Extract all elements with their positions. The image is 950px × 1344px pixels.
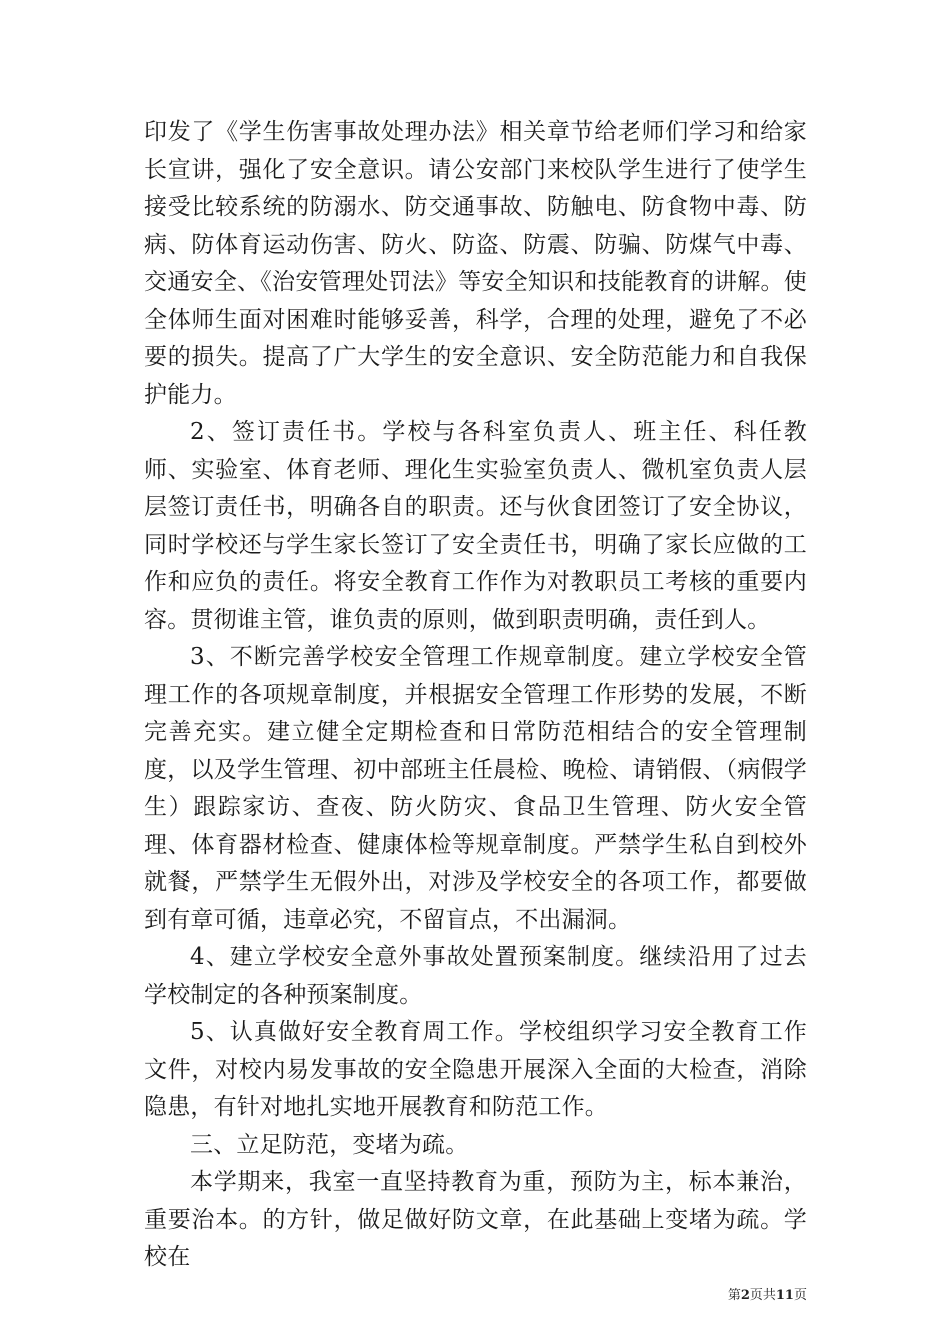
- paragraph-6: 本学期来，我室一直坚持教育为重，预防为主，标本兼治，重要治本。的方针，做足做好防文章，在此基础上变堵为疏。学校在: [144, 1169, 807, 1270]
- paragraph-4: 4、建立学校安全意外事故处置预案制度。继续沿用了过去学校制定的各种预案制度。: [144, 944, 807, 1008]
- section-heading: 三、立足防范，变堵为疏。: [190, 1131, 469, 1158]
- footer-suffix: 页: [793, 1288, 807, 1303]
- footer-prefix: 第: [727, 1288, 741, 1303]
- page-body: [144, 114, 807, 1277]
- page-number: 2: [740, 1288, 750, 1303]
- page-footer: [728, 1284, 807, 1303]
- total-pages: 11: [775, 1288, 794, 1303]
- paragraph-5: 5、认真做好安全教育周工作。学校组织学习安全教育工作文件，对校内易发事故的安全隐患开展深入全面的大检查，消除隐患，有针对地扎实地开展教育和防范工作。: [144, 1019, 807, 1120]
- paragraph-1: 印发了《学生伤害事故处理办法》相关章节给老师们学习和给家长宣讲，强化了安全意识。请公安部门来校队学生进行了使学生接受比较系统的防溺水、防交通事故、防触电、防食物中毒、防病、防体育运动伤害、防火、防盗、防震、防骗、防煤气中毒、交通安全、《治安管理处罚法》等安全知识和技能教育的讲解。使全体师生面对困难时能够妥善，科学，合理的处理，避免了不必要的损失。提高了广大学生的安全意识、安全防范能力和自我保护能力。: [144, 119, 807, 408]
- footer-middle: 页共: [749, 1288, 776, 1303]
- paragraph-2: 2、签订责任书。学校与各科室负责人、班主任、科任教师、实验室、体育老师、理化生实验室负责人、微机室负责人层层签订责任书，明确各自的职责。还与伙食团签订了安全协议，同时学校还与学生家长签订了安全责任书，明确了家长应做的工作和应负的责任。将安全教育工作作为对教职员工考核的重要内容。贯彻谁主管，谁负责的原则，做到职责明确，责任到人。: [144, 419, 807, 633]
- paragraph-3: 3、不断完善学校安全管理工作规章制度。建立学校安全管理工作的各项规章制度，并根据安全管理工作形势的发展，不断完善充实。建立健全定期检查和日常防范相结合的安全管理制度，以及学生管理、初中部班主任晨检、晚检、请销假、（病假学生）跟踪家访、查夜、防火防灾、食品卫生管理、防火安全管理、体育器材检查、健康体检等规章制度。严禁学生私自到校外就餐，严禁学生无假外出，对涉及学校安全的各项工作，都要做到有章可循，违章必究，不留盲点，不出漏洞。: [144, 644, 807, 933]
